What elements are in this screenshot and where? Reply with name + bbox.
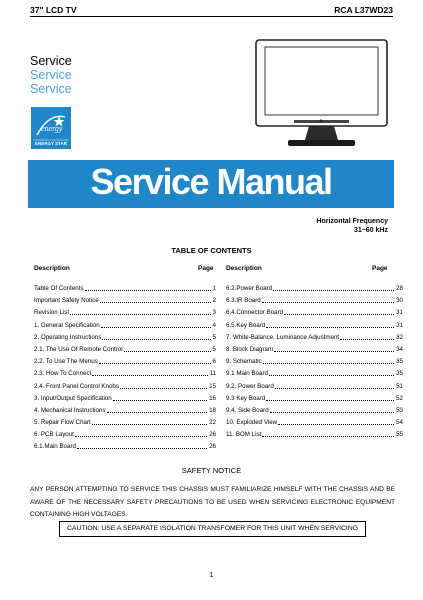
toc-leader-dots — [124, 351, 211, 352]
toc-leader-dots — [70, 314, 211, 315]
toc-entry — [34, 405, 216, 417]
toc-leader-dots — [120, 388, 207, 389]
toc-leader-dots — [273, 290, 394, 291]
toc-entry — [34, 320, 216, 332]
toc-entry-label: 4. Mechanical Instructions — [34, 406, 106, 414]
toc-entry-page: 5 — [212, 333, 216, 341]
horizontal-frequency-label: Horizontal Frequency — [316, 218, 388, 225]
toc-entry — [226, 368, 403, 380]
document-model-number: RCA L37WD23 — [334, 5, 393, 15]
service-manual-banner — [28, 160, 394, 208]
toc-entry — [34, 344, 216, 356]
toc-entry — [34, 295, 216, 307]
toc-leader-dots — [85, 290, 211, 291]
tv-illustration — [254, 38, 389, 150]
toc-entry-page: 31 — [396, 309, 403, 317]
toc-leader-dots — [102, 339, 211, 340]
toc-leader-dots — [92, 375, 208, 376]
toc-right-col-description: Description — [226, 265, 262, 272]
toc-leader-dots — [99, 363, 211, 364]
toc-leader-dots — [266, 400, 394, 401]
toc-leader-dots — [340, 339, 394, 340]
toc-entry — [34, 393, 216, 405]
toc-entry-label: 9.2. Power Board — [226, 382, 274, 390]
toc-entry-page: 34 — [396, 345, 403, 353]
toc-entry-page: 3 — [212, 309, 216, 317]
toc-entry-page: 26 — [209, 443, 216, 451]
toc-leader-dots — [278, 424, 394, 425]
toc-entry — [226, 417, 403, 429]
toc-entry — [226, 356, 403, 368]
toc-left-col-page: Page — [198, 265, 214, 272]
toc-leader-dots — [113, 400, 207, 401]
toc-entry-page: 31 — [396, 321, 403, 329]
toc-entry-page: 6 — [212, 358, 216, 366]
toc-entry-page: 11 — [209, 370, 216, 378]
toc-right-col-page: Page — [372, 265, 388, 272]
toc-entry — [34, 441, 216, 453]
toc-entry-page: 22 — [209, 419, 216, 427]
toc-entry — [34, 283, 216, 295]
toc-entry-label: 8. Block Diagram — [226, 345, 274, 353]
toc-entry-label: 2.1. The Use Of Remote Control — [34, 345, 123, 353]
toc-entry — [226, 429, 403, 441]
caution-box: CAUTION: USE A SEPARATE ISOLATION TRANSFOMER FOR THIS UNIT WHEN SERVICING — [59, 521, 366, 537]
toc-left-col-description: Description — [34, 265, 70, 272]
toc-entry-page: 52 — [396, 394, 403, 402]
toc-entry — [34, 429, 216, 441]
toc-entry-label: 6.4.Connector Board — [226, 309, 284, 317]
energy-star-label: ENERGY STAR — [34, 141, 68, 146]
toc-title: TABLE OF CONTENTS — [171, 246, 252, 255]
toc-entry-label: 6.5.Key Board — [226, 321, 266, 329]
toc-entry-page: 4 — [212, 321, 216, 329]
service-word-2: Service — [30, 68, 72, 82]
toc-entry — [226, 405, 403, 417]
toc-entry-label: 9.1 Main Board — [226, 370, 268, 378]
toc-entry-page: 35 — [396, 358, 403, 366]
toc-entry-page: 15 — [209, 382, 216, 390]
toc-leader-dots — [262, 436, 394, 437]
toc-entry — [226, 332, 403, 344]
toc-entry-page: 55 — [396, 431, 403, 439]
banner-title: Service Manual — [90, 161, 332, 202]
toc-right-column — [226, 283, 403, 441]
toc-leader-dots — [100, 302, 211, 303]
toc-entry-label: Table Of Contents — [34, 285, 84, 292]
toc-entry — [226, 320, 403, 332]
toc-entry-label: 7. White-Balance, Luminance Adjustment — [226, 333, 340, 341]
toc-leader-dots — [263, 363, 394, 364]
toc-entry — [34, 417, 216, 429]
horizontal-frequency-value: 31~60 kHz — [353, 227, 388, 234]
toc-entry — [34, 381, 216, 393]
toc-entry-page: 5 — [212, 345, 216, 353]
toc-leader-dots — [266, 327, 394, 328]
toc-entry-page: 18 — [209, 406, 216, 414]
toc-entry-label: 6.1.Main Board — [34, 443, 76, 451]
toc-entry-page: 54 — [396, 419, 403, 427]
toc-entry — [226, 344, 403, 356]
toc-leader-dots — [274, 351, 394, 352]
toc-leader-dots — [101, 327, 211, 328]
document-model-type: 37" LCD TV — [30, 5, 77, 15]
toc-entry-page: 28 — [396, 285, 403, 292]
toc-leader-dots — [75, 436, 207, 437]
toc-leader-dots — [275, 388, 394, 389]
toc-leader-dots — [270, 412, 394, 413]
toc-entry-page: 35 — [396, 370, 403, 378]
toc-entry — [226, 295, 403, 307]
toc-entry-label: 9.4. Side Board — [226, 406, 269, 414]
toc-entry-label: 2.4. Front Panel Control Knobs — [34, 382, 119, 390]
header-rule — [30, 16, 393, 17]
toc-entry-label: 6. PCB Layout — [34, 431, 74, 439]
toc-entry-page: 1 — [212, 285, 216, 292]
service-word-3: Service — [30, 82, 72, 96]
toc-entry-page: 2 — [212, 297, 216, 305]
toc-entry-label: 1. General Specification — [34, 321, 100, 329]
toc-entry-label: Important Safety Notice — [34, 297, 99, 305]
toc-entry — [34, 332, 216, 344]
toc-entry-label: 6.3.IR Board — [226, 297, 261, 305]
toc-entry — [34, 368, 216, 380]
page-number: 1 — [209, 572, 214, 579]
toc-entry-label: 9. Schematic — [226, 358, 262, 366]
toc-left-column — [34, 283, 216, 454]
toc-entry-page: 53 — [396, 406, 403, 414]
toc-leader-dots — [107, 412, 207, 413]
toc-leader-dots — [284, 314, 394, 315]
toc-entry — [226, 393, 403, 405]
toc-entry — [226, 283, 403, 295]
toc-entry-label: 10. Exploded View — [226, 419, 278, 427]
toc-entry-label: 6.2.Power Board — [226, 285, 273, 292]
toc-entry-label: 11. BOM List — [226, 431, 262, 439]
safety-notice-title: SAFETY NOTICE — [181, 466, 242, 475]
toc-entry-page: 16 — [209, 394, 216, 402]
svg-text:energy: energy — [41, 124, 63, 133]
toc-leader-dots — [92, 424, 207, 425]
toc-entry-page: 32 — [396, 333, 403, 341]
safety-notice-body: ANY PERSON ATTEMPTING TO SERVICE THIS CHASSIS MUST FAMILIARIZE HIMSELF WITH THE CHASSIS AND BE AWARE OF THE NECESSARY SAFETY PRECAUTIONS TO BE USED WHEN SERVICING ELECTRONIC EQUIPMENT CONTAINING HIGH VOLTAGES. — [30, 486, 395, 519]
toc-entry-page: 51 — [396, 382, 403, 390]
toc-entry — [34, 356, 216, 368]
toc-entry-label: 2.2. To Use The Menus — [34, 358, 98, 366]
toc-entry — [34, 307, 216, 319]
toc-entry-label: 2.3. How To Connect — [34, 370, 92, 378]
toc-leader-dots — [77, 448, 207, 449]
toc-entry-label: 3. Input/Output Specification — [34, 394, 112, 402]
toc-leader-dots — [262, 302, 394, 303]
toc-entry — [226, 381, 403, 393]
toc-entry-label: 2. Operating Instructions — [34, 333, 102, 341]
toc-entry — [226, 307, 403, 319]
toc-entry-label: Revision List — [34, 309, 70, 317]
toc-entry-label: 5. Repair Flow Chart — [34, 419, 91, 427]
toc-leader-dots — [269, 375, 394, 376]
service-word-1: Service — [30, 54, 72, 68]
toc-entry-page: 30 — [396, 297, 403, 305]
toc-entry-page: 26 — [209, 431, 216, 439]
energy-star-logo — [31, 107, 71, 149]
toc-entry-label: 9.3 Key Board — [226, 394, 266, 402]
